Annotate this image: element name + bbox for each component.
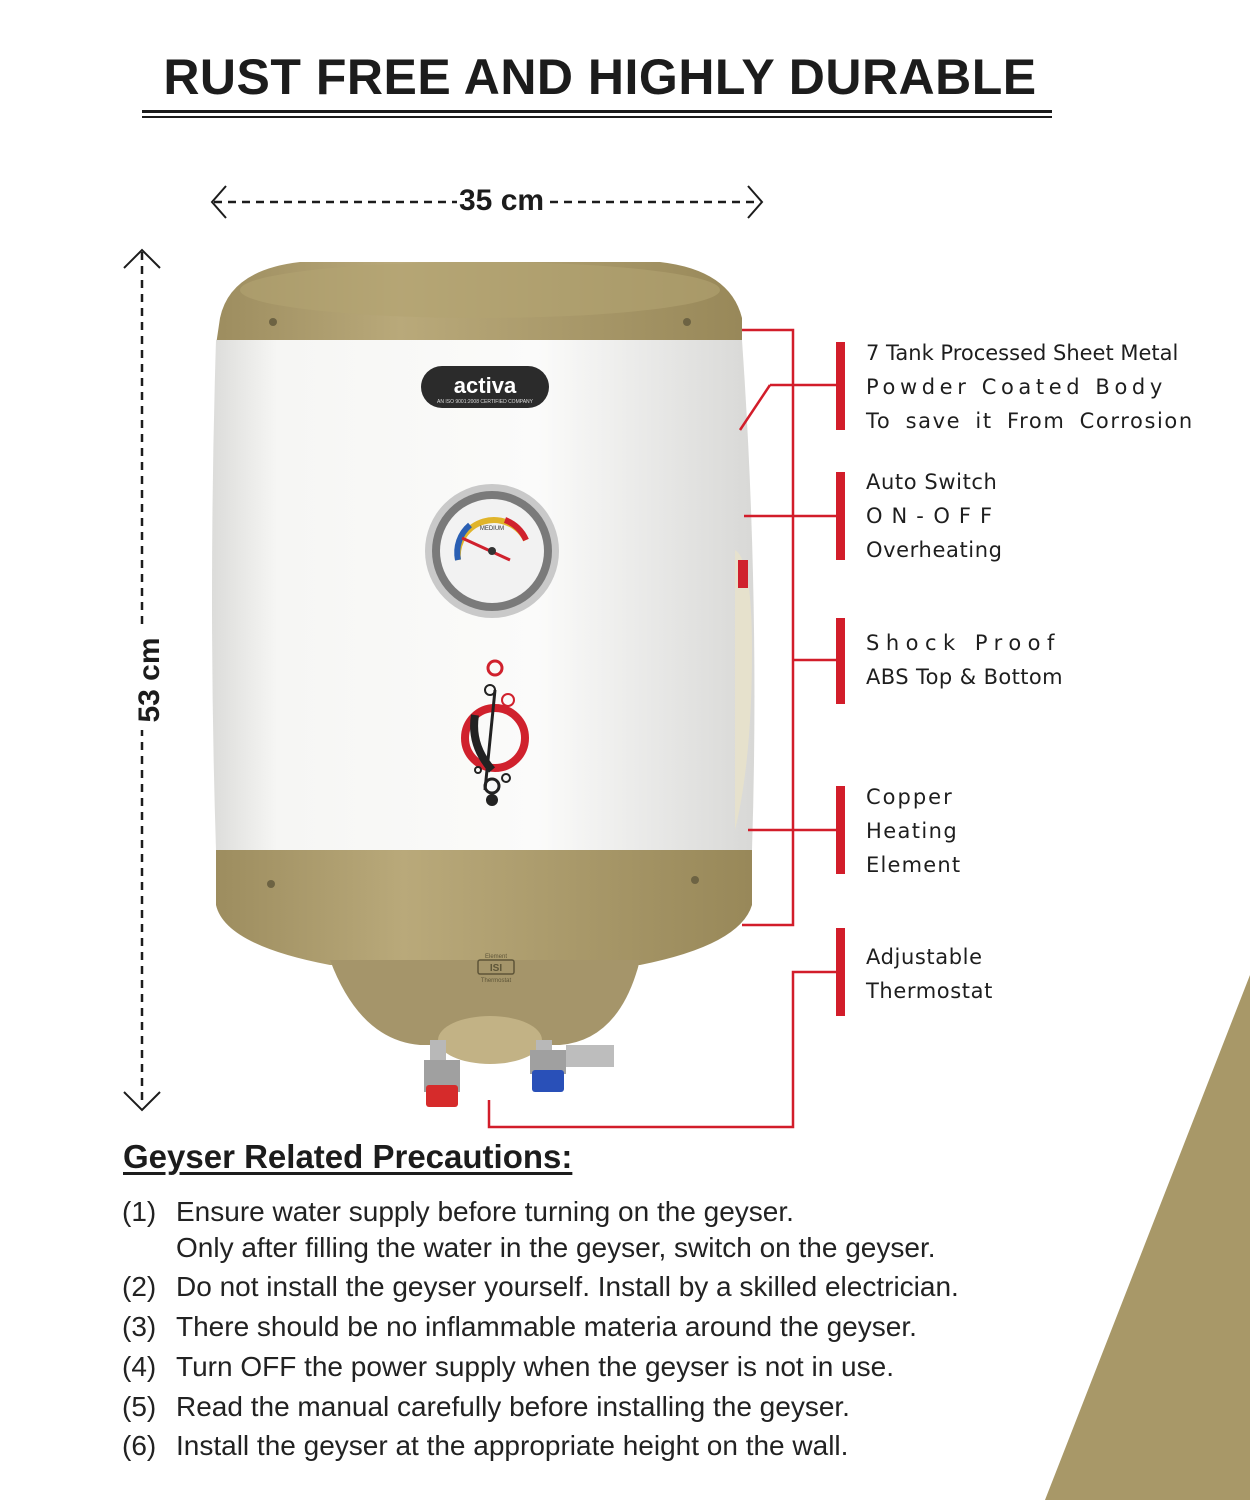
precautions-heading: Geyser Related Precautions:	[123, 1138, 573, 1175]
width-dimension-label: 35 cm	[459, 184, 545, 217]
precaution-item: (4) Turn OFF the power supply when the geyser is not in use.	[122, 1351, 894, 1382]
feature-copper-element: Copper Heating Element	[866, 785, 962, 877]
svg-text:Thermostat: Thermostat	[480, 978, 512, 984]
feature-thermostat: Adjustable Thermostat	[866, 945, 993, 1003]
svg-text:MEDIUM: MEDIUM	[479, 526, 505, 532]
precaution-item: (6) Install the geyser at the appropriate height on the wall.	[122, 1430, 849, 1461]
svg-text:ISI: ISI	[489, 963, 503, 974]
height-dimension-label: 53 cm	[130, 630, 170, 730]
feature-shock-proof: Shock Proof ABS Top & Bottom	[866, 631, 1063, 689]
feature-marker-5	[836, 928, 845, 1016]
svg-text:Element: Element	[484, 954, 508, 960]
page-title: RUST FREE AND HIGHLY DURABLE	[163, 49, 1037, 105]
precaution-item: (1) Ensure water supply before turning on the geyser.	[122, 1196, 794, 1227]
precaution-item: (5) Read the manual carefully before installing the geyser.	[122, 1391, 850, 1422]
feature-marker-1	[836, 342, 845, 430]
svg-text:activa: activa	[453, 373, 517, 398]
svg-text:AN ISO 9001:2008 CERTIFIED COM: AN ISO 9001:2008 CERTIFIED COMPANY	[437, 399, 533, 405]
precaution-item: (3) There should be no inflammable materia around the geyser.	[122, 1311, 917, 1342]
precaution-item: (2) Do not install the geyser yourself. Install by a skilled electrician.	[122, 1271, 959, 1302]
precaution-item-continued: Only after filling the water in the geyser, switch on the geyser.	[176, 1232, 936, 1263]
feature-marker-2	[836, 472, 845, 560]
feature-marker-4	[836, 786, 845, 874]
feature-auto-switch: Auto Switch ON-OFF Overheating	[866, 470, 1003, 562]
feature-marker-3	[836, 618, 845, 704]
feature-sheet-metal: 7 Tank Processed Sheet Metal Powder Coated Body To save it From Corrosion	[866, 341, 1194, 433]
